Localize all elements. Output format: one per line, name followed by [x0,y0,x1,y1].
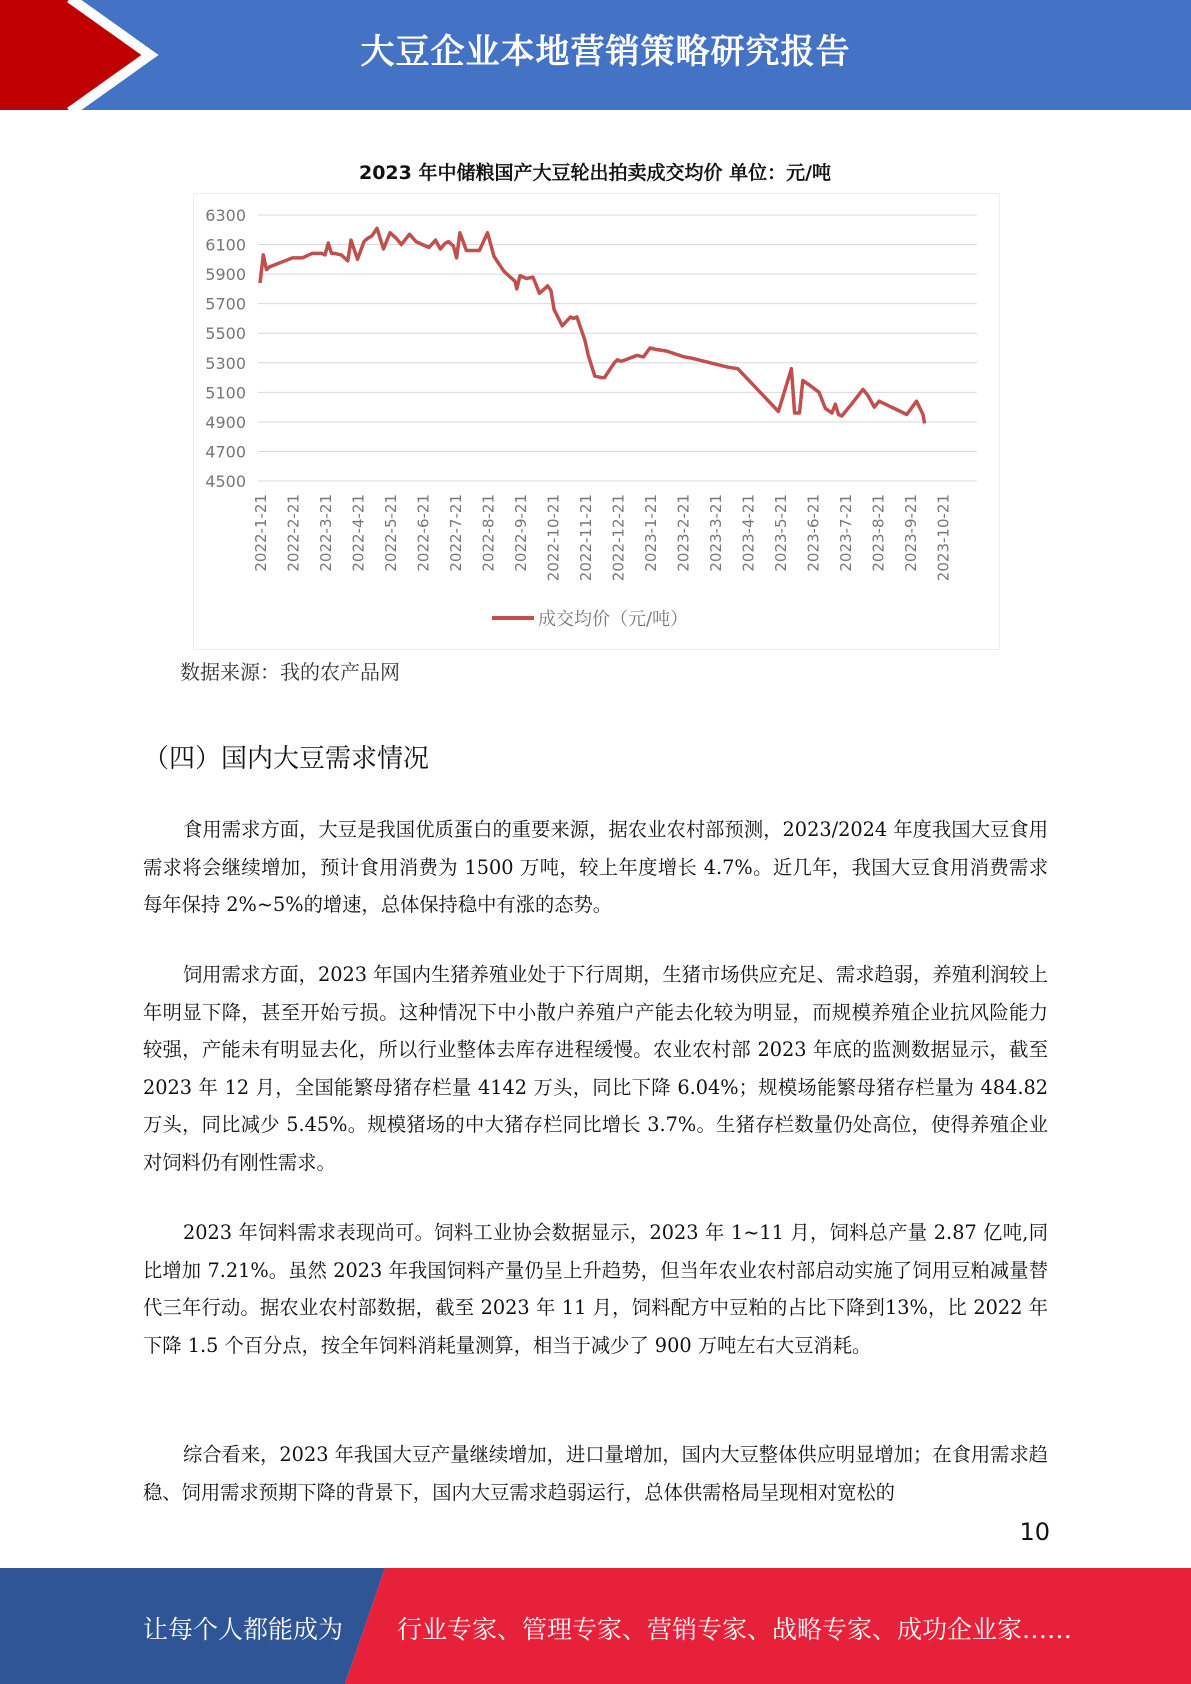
x-tick-label: 2022-11-21 [577,494,595,582]
x-tick-label: 2022-6-21 [414,494,433,572]
paragraph-line: 企业抗风险能力较强，产能未有明显去化，所以行业整体去库存进程缓慢。农业农村部 2023 年底 [143,1000,1049,1061]
paragraph-feed-demand [143,956,1048,1181]
paragraph-line: 综合看来，2023 年我国大豆产量继续增加，进口量增加，国内大豆整体供应明显增加；在食 [183,1443,971,1466]
y-tick-label: 5100 [205,383,246,403]
x-tick-label: 2023-1-21 [642,494,660,572]
x-tick-label: 2022-9-21 [512,494,530,572]
report-title: 大豆企业本地营销策略研究报告 [360,32,851,72]
paragraph-line: 用消费需求每年保持 2%~5%的增速，总体保持稳中有涨的态势。 [143,855,1049,916]
paragraph-line: 13%，比 2022 年下降 1.5 个百分点，按全年饲料消耗量测算，相当于减少了 900 万吨左右大豆消 [143,1296,1048,1357]
x-tick-label: 2022-3-21 [317,494,335,572]
y-tick-label: 5300 [205,353,246,373]
footer-slogan-right: 行业专家、管理专家、营销专家、战略专家、成功企业家…… [397,1615,1073,1644]
paragraph-line: 的监测数据显示，截至 2023 年 12 月，全国能繁母猪存栏量 4142 万头，同比下降 6.04%；规模场 [143,1038,1048,1099]
x-tick-label: 2023-8-21 [869,494,888,572]
paragraph-line: 粕减量替代三年行动。据农业农村部数据，截至 2023 年 11 月，饲料配方中豆粕的占比下降到 [143,1258,1048,1319]
x-tick-label: 2023-3-21 [707,494,725,572]
paragraph-summary [143,1436,1048,1511]
price-line-chart [0,0,1191,700]
section-heading: （四）国内大豆需求情况 [143,744,430,774]
y-tick-label: 4500 [205,472,246,491]
x-tick-label: 2022-4-21 [349,494,368,572]
x-tick-label: 2023-4-21 [739,494,758,572]
paragraph-food-demand [143,811,1048,924]
paragraph-line: 栏数量仍处高位，使得养殖企业对饲料仍有刚性需求。 [143,1113,1048,1174]
x-tick-label: 2022-10-21 [544,494,563,582]
y-tick-label: 4900 [205,412,246,432]
x-tick-label: 2023-9-21 [902,494,920,572]
y-tick-label: 5500 [205,324,246,344]
paragraph-line: 耗。 [832,1333,872,1357]
paragraph-feed-output [143,1214,1048,1364]
x-tick-label: 2023-7-21 [837,494,855,572]
paragraph-line: 用需求趋稳、饲用需求预期下降的背景下，国内大豆需求趋弱运行，总体供需格局呈现相对宽松的 [143,1443,1049,1504]
paragraph-line: 食用需求方面，大豆是我国优质蛋白的重要来源，据农业农村部预测，2023/2024 年度我国大 [183,818,991,841]
x-tick-label: 2022-5-21 [382,494,400,572]
paragraph-line: 饲用需求方面，2023 年国内生猪养殖业处于下行周期，生猪市场供应充足、需求趋弱，养殖 [183,963,971,986]
x-tick-label: 2022-1-21 [252,494,270,572]
paragraph-line: 能繁母猪存栏量为 484.82 万头，同比减少 5.45%。规模猪场的中大猪存栏同比增长 3.7%。生猪存 [143,1075,1048,1136]
x-tick-label: 2022-7-21 [447,494,465,572]
y-tick-label: 5700 [205,294,246,314]
legend-label: 成交均价（元/吨） [538,609,689,630]
y-tick-label: 4700 [205,442,246,462]
y-tick-label: 6300 [205,206,246,225]
paragraph-line: 豆食用需求将会继续增加，预计食用消费为 1500 万吨，较上年度增长 4.7%。近几年，我国大豆食 [143,818,1049,879]
x-tick-label: 2022-12-21 [609,494,628,582]
footer-slogan-left: 让每个人都能成为 [143,1615,344,1644]
data-source-note: 数据来源：我的农产品网 [180,660,400,684]
page-number: 10 [1019,1518,1050,1546]
x-tick-label: 2023-6-21 [804,494,823,572]
paragraph-line: 同比增加 7.21%。虽然 2023 年我国饲料产量仍呈上升趋势，但当年农业农村部启动实施了饲用豆 [143,1221,1048,1282]
paragraph-line: 利润较上年明显下降，甚至开始亏损。这种情况下中小散户养殖户产能去化较为明显，而规模养殖 [143,963,1049,1024]
chart-title: 2023 年中储粮国产大豆轮出拍卖成交均价 单位：元/吨 [358,162,832,184]
y-tick-label: 6100 [205,235,246,255]
x-tick-label: 2023-5-21 [772,494,790,572]
x-tick-label: 2023-2-21 [674,494,693,572]
series-line-transaction-price [260,228,925,423]
x-tick-label: 2023-10-21 [934,494,953,582]
paragraph-line: 2023 年饲料需求表现尚可。饲料工业协会数据显示，2023 年 1~11 月，饲料总产量 2.87 亿吨, [183,1221,1029,1244]
x-tick-label: 2022-8-21 [479,494,498,572]
x-tick-label: 2022-2-21 [284,494,303,572]
y-tick-label: 5900 [205,265,246,285]
